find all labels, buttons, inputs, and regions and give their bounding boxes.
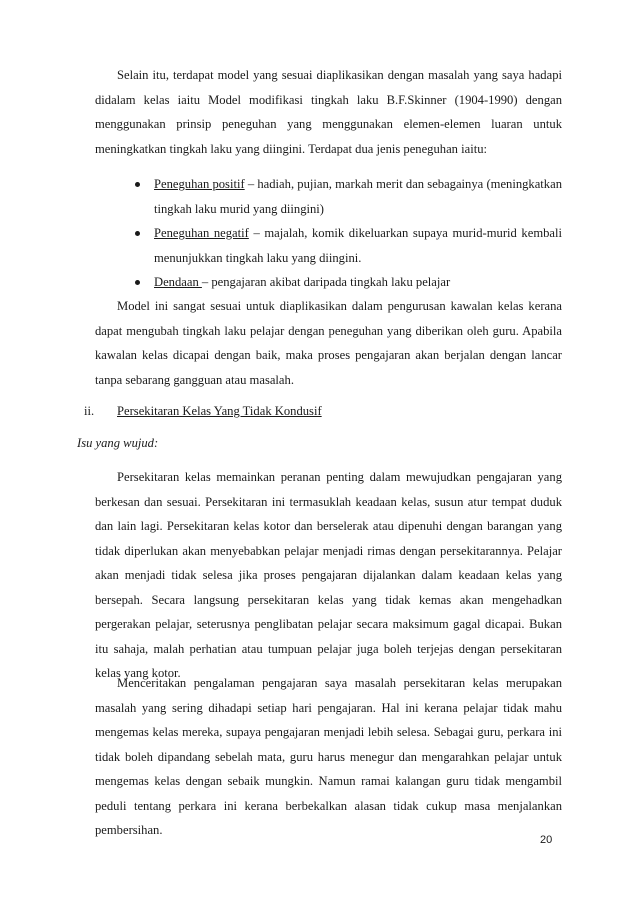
list-item <box>132 172 562 221</box>
bullet-text: – pengajaran akibat daripada tingkah laku pelajar <box>201 275 451 289</box>
list-item <box>132 270 562 295</box>
bullet-text: – majalah, komik dikeluarkan supaya murid-murid kembali menunjukkan tingkah laku yang diingini. <box>154 226 562 265</box>
paragraph-skinner-model: Selain itu, terdapat model yang sesuai diaplikasikan dengan masalah yang saya hadapi didalam kelas iaitu Model modifikasi tingkah laku B.F.Skinner (1904-1990) dengan menggunakan prinsip peneguhan yang menggunakan elemen-elemen luaran untuk meningkatkan tingkah laku yang diingini. Terdapat dua jenis peneguhan iaitu: <box>95 68 562 156</box>
subheading-issue: Isu yang wujud: <box>77 436 159 450</box>
section-title: Persekitaran Kelas Yang Tidak Kondusif <box>117 404 322 418</box>
section-number: ii. <box>84 404 95 418</box>
paragraph-model-suitability: Model ini sangat sesuai untuk diaplikasikan dalam pengurusan kawalan kelas kerana dapat mengubah tingkah laku pelajar dengan peneguhan yang diberikan oleh guru. Apabila kawalan kelas dicapai dengan baik, maka proses pengajaran akan berjalan dengan lancar tanpa sebarang gangguan atau masalah. <box>95 299 562 387</box>
bullet-term: Peneguhan negatif <box>154 226 249 240</box>
bullet-text: – hadiah, pujian, markah merit dan sebagainya (meningkatkan tingkah laku murid yang diingini) <box>154 177 562 216</box>
paragraph-teaching-experience: Menceritakan pengalaman pengajaran saya masalah persekitaran kelas merupakan masalah yang sering dihadapi setiap hari pengajaran. Hal ini kerana pelajar tidak mahu mengemas kelas mereka, supaya pengajaran menjadi lebih selesa. Sebagai guru, perkara ini tidak boleh dipandang sebelah mata, guru harus menegur dan mengarahkan pelajar untuk mengemas kelas dengan sebaik mungkin. Namun ramai kalangan guru tidak mengambil peduli tentang perkara ini kerana berbekalkan alasan tidak cukup masa menjalankan pembersihan. <box>95 676 562 837</box>
bullet-term: Peneguhan positif <box>154 177 245 191</box>
bullet-icon <box>135 280 140 285</box>
paragraph-classroom-environment: Persekitaran kelas memainkan peranan penting dalam mewujudkan pengajaran yang berkesan dan sesuai. Persekitaran ini termasuklah keadaan kelas, susun atur tempat duduk dan lain lagi. Persekitaran kelas kotor dan berselerak atau dipenuhi dengan barangan yang tidak diperlukan akan menyebabkan pelajar menjadi rimas dengan persekitarannya. Pelajar akan menjadi tidak selesa jika proses pengajaran dijalankan dalam keadaan kelas yang bersepah. Secara langsung persekitaran kelas yang tidak kemas akan mengehadkan pergerakan pelajar, seterusnya penglibatan pelajar secara maksimum gagal dicapai. Bukan itu sahaja, malah perhatian atau tumpuan pelajar juga boleh terjejas dengan persekitaran kelas yang kotor. <box>95 470 562 680</box>
bullet-icon <box>135 182 140 187</box>
bullet-term: Dendaan <box>154 275 202 289</box>
list-item <box>132 221 562 270</box>
reinforcement-list <box>132 172 562 295</box>
page-number: 20 <box>540 834 553 846</box>
bullet-icon <box>135 231 140 236</box>
section-heading <box>84 399 322 424</box>
